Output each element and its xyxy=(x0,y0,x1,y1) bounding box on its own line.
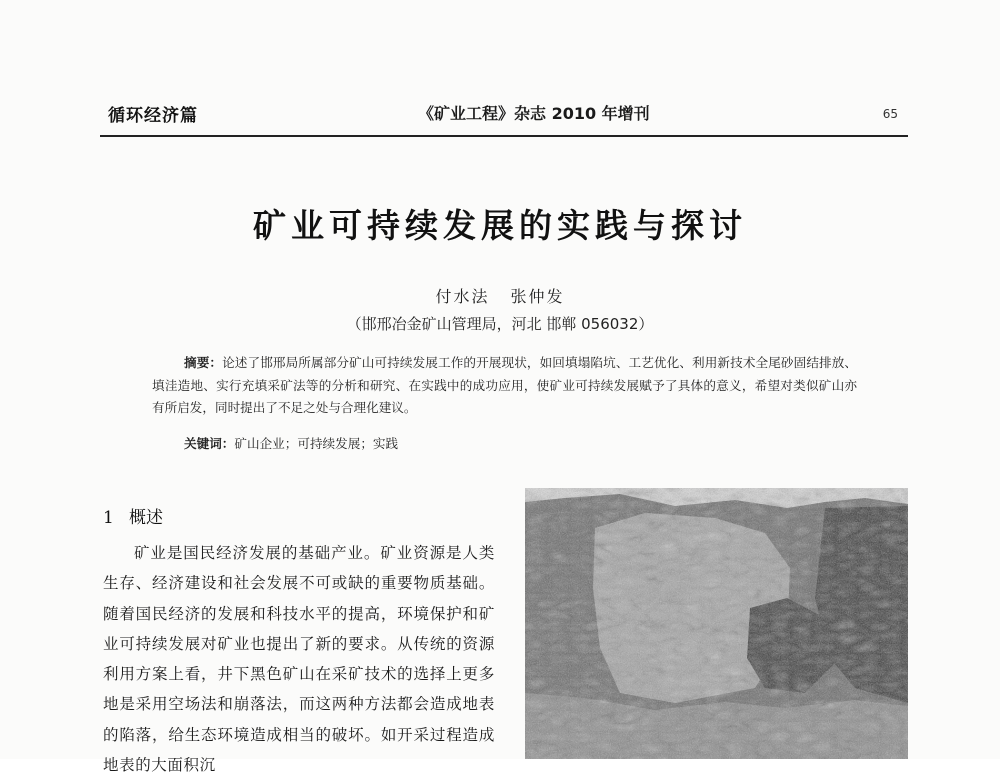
article-title: 矿业可持续发展的实践与探讨 xyxy=(253,206,747,245)
running-header xyxy=(100,98,908,132)
header-rule xyxy=(100,135,908,137)
journal-title: 《矿业工程》杂志 2010 年增刊 xyxy=(418,104,650,123)
abstract-text: 论述了邯邢局所属部分矿山可持续发展工作的开展现状，如回填塌陷坑、工艺优化、利用新技术全尾砂固结排放、填洼造地、实行充填采矿法等的分析和研究、在实践中的成功应用，使矿业可持续发展赋予了具体的意义，希望对类似矿山亦有所启发，同时提出了不足之处与合理化建议。 xyxy=(152,355,858,415)
mine-subsidence-photo-icon xyxy=(525,488,908,759)
authors: 付水法 张仲发 xyxy=(435,287,565,306)
page-number: 65 xyxy=(882,107,898,121)
section-label: 循环经济篇 xyxy=(108,106,198,126)
section-heading xyxy=(103,503,163,528)
section-number: 1 xyxy=(103,508,114,528)
affiliation: （邯邢冶金矿山管理局，河北 邯郸 056032） xyxy=(346,315,654,333)
body-paragraph: 矿业是国民经济发展的基础产业。矿业资源是人类生存、经济建设和社会发展不可或缺的重要物质基础。随着国民经济的发展和科技水平的提高，环境保护和矿业可持续发展对矿业也提出了新的要求。从传统的资源利用方案上看，井下黑色矿山在采矿技术的选择上更多地是采用空场法和崩落法，而这两种方法都会造成地表的陷落，给生态环境造成相当的破坏。如开采过程造成地表的大面积沉 xyxy=(103,544,495,775)
keywords-label: 关键词： xyxy=(184,436,235,451)
keywords xyxy=(184,433,784,452)
keywords-text: 矿山企业；可持续发展；实践 xyxy=(234,436,399,451)
abstract-label: 摘要： xyxy=(184,355,223,370)
abstract xyxy=(152,352,857,420)
section-title: 概述 xyxy=(129,508,163,528)
